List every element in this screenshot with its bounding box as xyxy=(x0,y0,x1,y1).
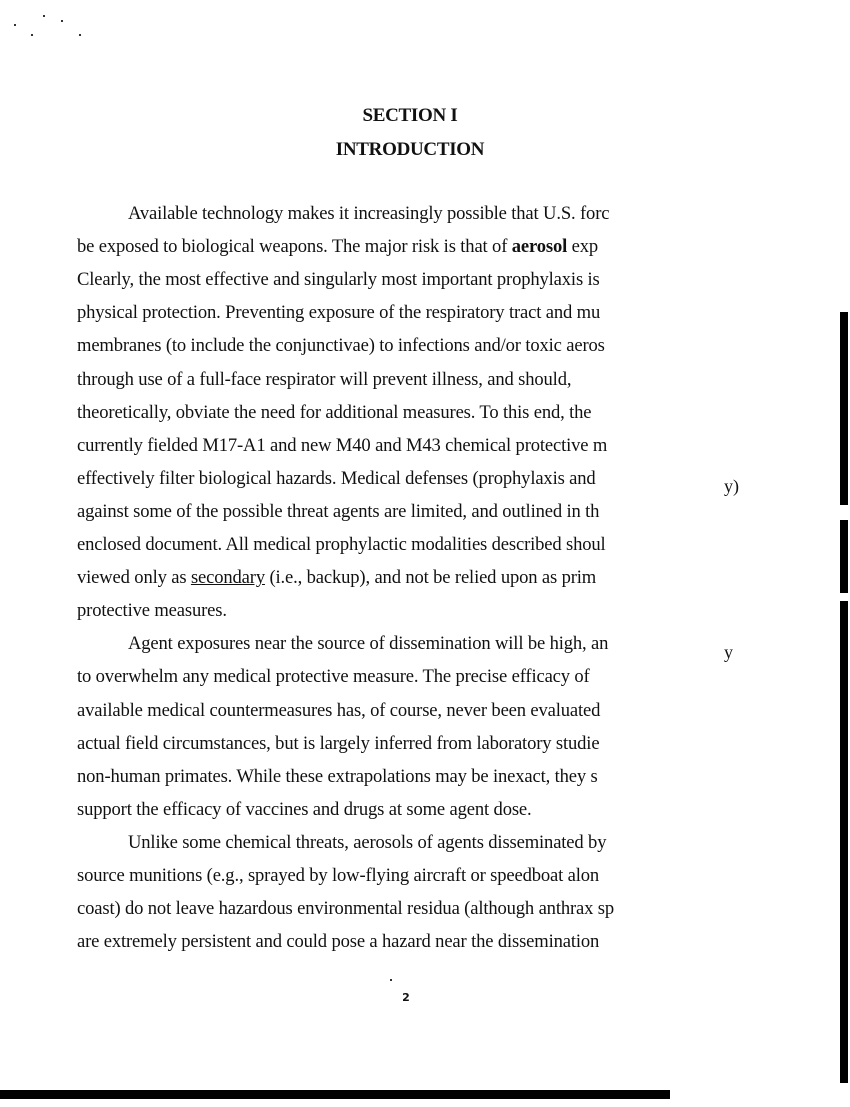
text-line: source munitions (e.g., sprayed by low-flying aircraft or speedboat alon xyxy=(77,865,600,886)
scan-speck xyxy=(61,20,63,22)
text-line: against some of the possible threat agents are limited, and outlined in th xyxy=(77,500,600,522)
text-line: theoretically, obviate the need for additional measures. To this end, the xyxy=(77,401,592,423)
text-line: currently fielded M17-A1 and new M40 and M43 chemical protective m xyxy=(77,434,608,456)
margin-text-fragment: y) xyxy=(724,476,739,496)
section-label: SECTION I xyxy=(362,105,458,126)
text-line: to overwhelm any medical protective measure. The precise efficacy of xyxy=(77,666,590,688)
scan-speck xyxy=(14,24,16,26)
text-line: viewed only as secondary (i.e., backup), and not be relied upon as prim xyxy=(77,567,597,589)
text-line: Unlike some chemical threats, aerosols of agents disseminated by xyxy=(128,831,607,853)
page-number: 2 xyxy=(402,991,410,1004)
scan-edge-bar-horizontal xyxy=(0,1090,670,1099)
text-line: Available technology makes it increasingly possible that U.S. forc xyxy=(128,203,610,224)
scan-speck xyxy=(43,15,45,17)
text-line: Agent exposures near the source of dissemination will be high, an xyxy=(128,633,609,655)
text-line: effectively filter biological hazards. Medical defenses (prophylaxis and xyxy=(77,467,596,489)
text-line: membranes (to include the conjunctivae) to infections and/or toxic aeros xyxy=(77,335,605,357)
text-line: through use of a full-face respirator will prevent illness, and should, xyxy=(77,368,572,390)
emphasis-bold: aerosol xyxy=(511,236,568,258)
text-line: actual field circumstances, but is largely inferred from laboratory studie xyxy=(77,732,600,754)
scan-edge-bar-vertical xyxy=(840,520,848,593)
text-line: be exposed to biological weapons. The major risk is that of aerosol exp xyxy=(77,236,599,258)
margin-text-fragment: y xyxy=(724,642,733,662)
body-text xyxy=(77,203,670,963)
text-line: support the efficacy of vaccines and drugs at some agent dose. xyxy=(77,798,532,820)
scan-edge-bar-vertical xyxy=(840,601,848,1083)
scan-speck xyxy=(390,979,392,981)
text-line: Clearly, the most effective and singularly most important prophylaxis is xyxy=(77,269,600,291)
scan-speck xyxy=(31,34,33,36)
text-line: protective measures. xyxy=(77,600,227,622)
text-line: physical protection. Preventing exposure of the respiratory tract and mu xyxy=(77,302,601,324)
emphasis-underline: secondary xyxy=(190,567,265,589)
text-line: available medical countermeasures has, of course, never been evaluated xyxy=(77,699,601,721)
text-line: coast) do not leave hazardous environmental residua (although anthrax sp xyxy=(77,898,615,920)
scan-edge-bar-vertical xyxy=(840,312,848,505)
scan-speck xyxy=(79,34,81,36)
text-line: non-human primates. While these extrapolations may be inexact, they s xyxy=(77,765,598,787)
section-title: INTRODUCTION xyxy=(335,139,485,160)
text-line: are extremely persistent and could pose a hazard near the dissemination xyxy=(77,931,600,953)
text-line: enclosed document. All medical prophylactic modalities described shoul xyxy=(77,534,606,555)
